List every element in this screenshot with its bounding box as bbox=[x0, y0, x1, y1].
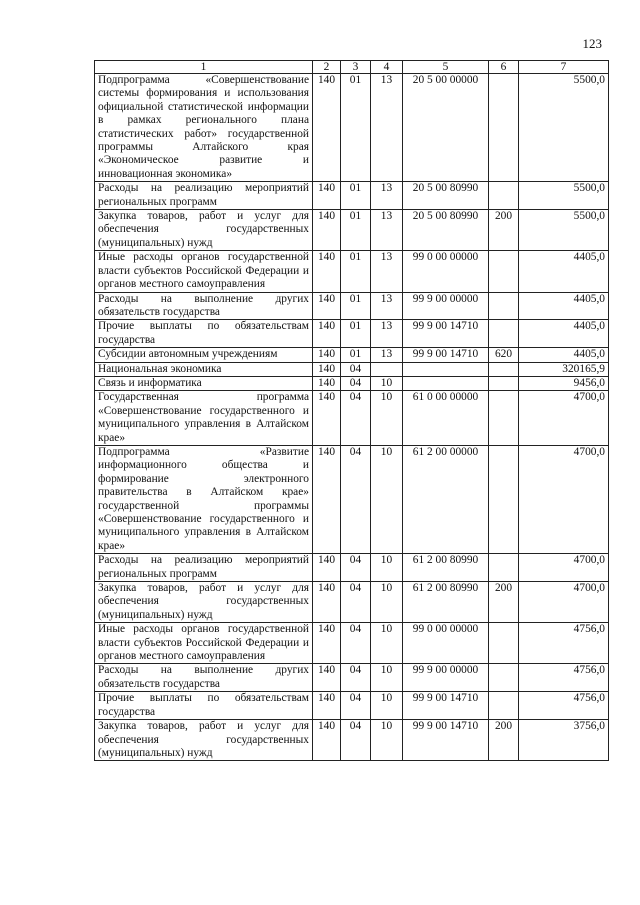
ministry-code-cell: 140 bbox=[313, 445, 341, 553]
expense-type-cell bbox=[489, 251, 519, 292]
table-row bbox=[95, 251, 609, 292]
ministry-code-cell: 140 bbox=[313, 623, 341, 664]
expense-type-cell bbox=[489, 362, 519, 376]
page-number: 123 bbox=[582, 36, 602, 51]
target-article-cell: 61 2 00 80990 bbox=[403, 554, 489, 582]
expense-type-cell: 200 bbox=[489, 210, 519, 251]
subsection-cell: 10 bbox=[371, 664, 403, 692]
amount-cell: 4405,0 bbox=[519, 292, 609, 320]
expense-type-cell bbox=[489, 623, 519, 664]
subsection-cell: 13 bbox=[371, 182, 403, 210]
table-row bbox=[95, 391, 609, 446]
item-name-cell: Связь и информатика bbox=[95, 376, 313, 390]
table-row bbox=[95, 664, 609, 692]
target-article-cell: 61 2 00 80990 bbox=[403, 582, 489, 623]
subsection-cell: 10 bbox=[371, 391, 403, 446]
target-article-cell: 99 9 00 00000 bbox=[403, 664, 489, 692]
target-article-cell: 20 5 00 80990 bbox=[403, 210, 489, 251]
expense-type-cell bbox=[489, 74, 519, 182]
target-article-cell: 20 5 00 80990 bbox=[403, 182, 489, 210]
subsection-cell: 10 bbox=[371, 376, 403, 390]
item-name-cell: Прочие выплаты по обязательствам государства bbox=[95, 692, 313, 720]
amount-cell: 4405,0 bbox=[519, 320, 609, 348]
item-name-cell: Государственная программа «Совершенствование государственного и муниципального управления в Алтайском крае» bbox=[95, 391, 313, 446]
table-row bbox=[95, 720, 609, 761]
table-row bbox=[95, 582, 609, 623]
target-article-cell: 61 0 00 00000 bbox=[403, 391, 489, 446]
target-article-cell bbox=[403, 362, 489, 376]
header-cell: 4 bbox=[371, 61, 403, 74]
subsection-cell: 13 bbox=[371, 74, 403, 182]
item-name-cell: Расходы на выполнение других обязательств государства bbox=[95, 292, 313, 320]
item-name-cell: Национальная экономика bbox=[95, 362, 313, 376]
expense-type-cell bbox=[489, 292, 519, 320]
section-cell: 04 bbox=[341, 582, 371, 623]
header-row bbox=[95, 61, 609, 74]
ministry-code-cell: 140 bbox=[313, 182, 341, 210]
target-article-cell: 99 0 00 00000 bbox=[403, 623, 489, 664]
header-cell: 3 bbox=[341, 61, 371, 74]
table-row bbox=[95, 692, 609, 720]
ministry-code-cell: 140 bbox=[313, 251, 341, 292]
table-row bbox=[95, 348, 609, 362]
amount-cell: 4405,0 bbox=[519, 251, 609, 292]
expense-type-cell: 200 bbox=[489, 582, 519, 623]
subsection-cell: 13 bbox=[371, 251, 403, 292]
target-article-cell: 99 9 00 14710 bbox=[403, 692, 489, 720]
section-cell: 01 bbox=[341, 320, 371, 348]
item-name-cell: Расходы на реализацию мероприятий региональных программ bbox=[95, 554, 313, 582]
section-cell: 04 bbox=[341, 554, 371, 582]
table-row bbox=[95, 376, 609, 390]
item-name-cell: Иные расходы органов государственной власти субъектов Российской Федерации и органов местного самоуправления bbox=[95, 251, 313, 292]
expense-type-cell bbox=[489, 376, 519, 390]
subsection-cell bbox=[371, 362, 403, 376]
target-article-cell: 99 9 00 14710 bbox=[403, 320, 489, 348]
section-cell: 04 bbox=[341, 391, 371, 446]
subsection-cell: 10 bbox=[371, 692, 403, 720]
section-cell: 01 bbox=[341, 292, 371, 320]
amount-cell: 4405,0 bbox=[519, 348, 609, 362]
subsection-cell: 13 bbox=[371, 320, 403, 348]
table-row bbox=[95, 182, 609, 210]
section-cell: 01 bbox=[341, 74, 371, 182]
amount-cell: 4700,0 bbox=[519, 391, 609, 446]
target-article-cell: 99 9 00 14710 bbox=[403, 720, 489, 761]
section-cell: 04 bbox=[341, 362, 371, 376]
section-cell: 04 bbox=[341, 720, 371, 761]
target-article-cell: 61 2 00 00000 bbox=[403, 445, 489, 553]
item-name-cell: Подпрограмма «Развитие информационного общества и формирование электронного правительства в Алтайском крае» государственной программы «Совершенствование государственного и муниципального управления в Алтайском крае» bbox=[95, 445, 313, 553]
expense-type-cell bbox=[489, 554, 519, 582]
subsection-cell: 10 bbox=[371, 554, 403, 582]
expense-type-cell: 200 bbox=[489, 720, 519, 761]
table-row bbox=[95, 362, 609, 376]
subsection-cell: 10 bbox=[371, 623, 403, 664]
header-cell: 6 bbox=[489, 61, 519, 74]
table-row bbox=[95, 445, 609, 553]
item-name-cell: Иные расходы органов государственной власти субъектов Российской Федерации и органов местного самоуправления bbox=[95, 623, 313, 664]
subsection-cell: 10 bbox=[371, 445, 403, 553]
amount-cell: 3756,0 bbox=[519, 720, 609, 761]
expense-type-cell bbox=[489, 445, 519, 553]
ministry-code-cell: 140 bbox=[313, 391, 341, 446]
table-row bbox=[95, 554, 609, 582]
expense-type-cell: 620 bbox=[489, 348, 519, 362]
item-name-cell: Субсидии автономным учреждениям bbox=[95, 348, 313, 362]
target-article-cell: 99 9 00 00000 bbox=[403, 292, 489, 320]
table-row bbox=[95, 292, 609, 320]
section-cell: 04 bbox=[341, 692, 371, 720]
subsection-cell: 13 bbox=[371, 292, 403, 320]
expense-type-cell bbox=[489, 320, 519, 348]
ministry-code-cell: 140 bbox=[313, 362, 341, 376]
amount-cell: 4700,0 bbox=[519, 582, 609, 623]
ministry-code-cell: 140 bbox=[313, 664, 341, 692]
amount-cell: 4756,0 bbox=[519, 664, 609, 692]
section-cell: 01 bbox=[341, 251, 371, 292]
target-article-cell: 99 0 00 00000 bbox=[403, 251, 489, 292]
amount-cell: 4700,0 bbox=[519, 445, 609, 553]
item-name-cell: Расходы на реализацию мероприятий региональных программ bbox=[95, 182, 313, 210]
amount-cell: 5500,0 bbox=[519, 74, 609, 182]
target-article-cell: 20 5 00 00000 bbox=[403, 74, 489, 182]
section-cell: 01 bbox=[341, 210, 371, 251]
ministry-code-cell: 140 bbox=[313, 74, 341, 182]
item-name-cell: Закупка товаров, работ и услуг для обеспечения государственных (муниципальных) нужд bbox=[95, 582, 313, 623]
amount-cell: 4756,0 bbox=[519, 623, 609, 664]
section-cell: 04 bbox=[341, 376, 371, 390]
subsection-cell: 13 bbox=[371, 348, 403, 362]
expense-type-cell bbox=[489, 664, 519, 692]
item-name-cell: Расходы на выполнение других обязательств государства bbox=[95, 664, 313, 692]
ministry-code-cell: 140 bbox=[313, 376, 341, 390]
amount-cell: 4700,0 bbox=[519, 554, 609, 582]
amount-cell: 5500,0 bbox=[519, 210, 609, 251]
expense-type-cell bbox=[489, 182, 519, 210]
ministry-code-cell: 140 bbox=[313, 720, 341, 761]
table-row bbox=[95, 623, 609, 664]
header-cell: 1 bbox=[95, 61, 313, 74]
table-row bbox=[95, 74, 609, 182]
item-name-cell: Закупка товаров, работ и услуг для обеспечения государственных (муниципальных) нужд bbox=[95, 210, 313, 251]
ministry-code-cell: 140 bbox=[313, 582, 341, 623]
subsection-cell: 10 bbox=[371, 582, 403, 623]
item-name-cell: Закупка товаров, работ и услуг для обеспечения государственных (муниципальных) нужд bbox=[95, 720, 313, 761]
section-cell: 01 bbox=[341, 348, 371, 362]
expense-type-cell bbox=[489, 692, 519, 720]
ministry-code-cell: 140 bbox=[313, 292, 341, 320]
table-row bbox=[95, 320, 609, 348]
section-cell: 04 bbox=[341, 623, 371, 664]
item-name-cell: Подпрограмма «Совершенствование системы формирования и использования официальной статистической информации в рамках регионального плана статистических работ» государственной программы Алтайского края «Экономическое развитие и инновационная экономика» bbox=[95, 74, 313, 182]
ministry-code-cell: 140 bbox=[313, 320, 341, 348]
header-cell: 7 bbox=[519, 61, 609, 74]
subsection-cell: 10 bbox=[371, 720, 403, 761]
ministry-code-cell: 140 bbox=[313, 348, 341, 362]
ministry-code-cell: 140 bbox=[313, 692, 341, 720]
amount-cell: 9456,0 bbox=[519, 376, 609, 390]
amount-cell: 5500,0 bbox=[519, 182, 609, 210]
header-cell: 5 bbox=[403, 61, 489, 74]
budget-table bbox=[94, 60, 609, 761]
section-cell: 01 bbox=[341, 182, 371, 210]
subsection-cell: 13 bbox=[371, 210, 403, 251]
section-cell: 04 bbox=[341, 445, 371, 553]
header-cell: 2 bbox=[313, 61, 341, 74]
expense-type-cell bbox=[489, 391, 519, 446]
ministry-code-cell: 140 bbox=[313, 554, 341, 582]
target-article-cell: 99 9 00 14710 bbox=[403, 348, 489, 362]
target-article-cell bbox=[403, 376, 489, 390]
amount-cell: 320165,9 bbox=[519, 362, 609, 376]
section-cell: 04 bbox=[341, 664, 371, 692]
amount-cell: 4756,0 bbox=[519, 692, 609, 720]
ministry-code-cell: 140 bbox=[313, 210, 341, 251]
item-name-cell: Прочие выплаты по обязательствам государства bbox=[95, 320, 313, 348]
table-row bbox=[95, 210, 609, 251]
